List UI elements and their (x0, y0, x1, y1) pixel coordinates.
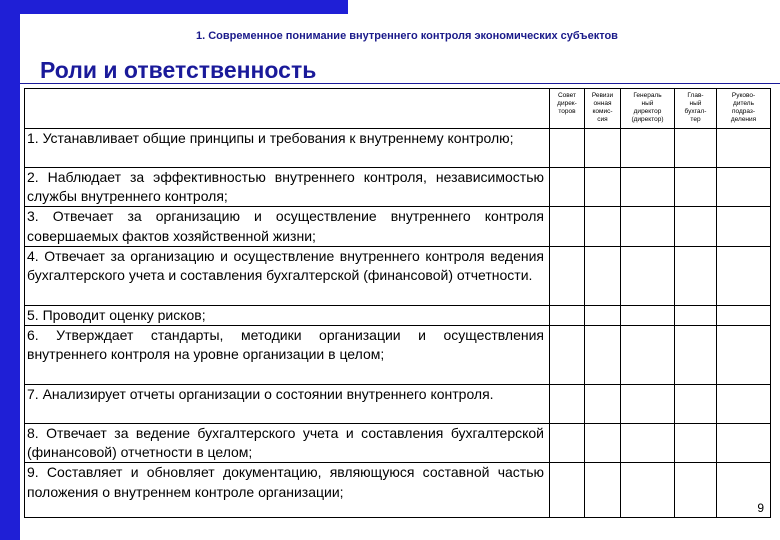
header-row (25, 89, 771, 129)
row-label: 6. Утверждает стандарты, методики организации и осуществления внутреннего контроля на уровне организации в целом; (25, 326, 550, 385)
table-row (25, 168, 771, 207)
table-cell (585, 305, 621, 325)
table-cell (675, 385, 717, 424)
table-cell (621, 463, 675, 518)
slide-title: Роли и ответственность (40, 57, 317, 83)
table-cell (550, 168, 585, 207)
table-row (25, 305, 771, 325)
table-cell (585, 424, 621, 463)
table-cell (550, 326, 585, 385)
table-cell (585, 168, 621, 207)
table-cell (675, 326, 717, 385)
table-cell (675, 305, 717, 325)
table-cell (621, 305, 675, 325)
table-cell (585, 326, 621, 385)
column-header-department-head: Руково- дитель подраз- деления (717, 89, 771, 129)
column-header-general-director: Генераль ный директор (директор) (621, 89, 675, 129)
table-cell (717, 246, 771, 305)
table-cell (621, 129, 675, 168)
table-cell (585, 463, 621, 518)
roles-table (24, 88, 771, 518)
table-cell (717, 168, 771, 207)
table-cell (675, 129, 717, 168)
row-label: 7. Анализирует отчеты организации о состоянии внутреннего контроля. (25, 385, 550, 424)
table-cell (621, 424, 675, 463)
row-label: 3. Отвечает за организацию и осуществление внутреннего контроля совершаемых фактов хозяйственной жизни; (25, 207, 550, 246)
table-cell (717, 305, 771, 325)
table-cell (621, 168, 675, 207)
table-cell (550, 385, 585, 424)
table-cell (621, 326, 675, 385)
table-cell (621, 246, 675, 305)
table-cell (717, 463, 771, 518)
table-cell (550, 207, 585, 246)
table-cell (585, 385, 621, 424)
table-cell (585, 129, 621, 168)
row-label: 8. Отвечает за ведение бухгалтерского учета и составления бухгалтерской (финансовой) отчетности в целом; (25, 424, 550, 463)
table-row (25, 207, 771, 246)
table-cell (621, 385, 675, 424)
table-cell (717, 326, 771, 385)
table-cell (675, 168, 717, 207)
table-row (25, 326, 771, 385)
row-label: 5. Проводит оценку рисков; (25, 305, 550, 325)
table-cell (550, 463, 585, 518)
table-row (25, 424, 771, 463)
row-label: 4. Отвечает за организацию и осуществление внутреннего контроля ведения бухгалтерского учета и составления бухгалтерской (финансовой) отчетности. (25, 246, 550, 305)
table-cell (675, 246, 717, 305)
slide-subtitle: 1. Современное понимание внутреннего контроля экономических субъектов (196, 30, 618, 42)
table-cell (621, 207, 675, 246)
table-row (25, 246, 771, 305)
table-cell (675, 463, 717, 518)
title-divider (20, 83, 780, 84)
table-cell (550, 246, 585, 305)
table-cell (717, 385, 771, 424)
table-cell (675, 207, 717, 246)
table-cell (550, 305, 585, 325)
row-label: 1. Устанавливает общие принципы и требования к внутреннему контролю; (25, 129, 550, 168)
table-row (25, 463, 771, 518)
table-row (25, 385, 771, 424)
top-accent-band (0, 0, 348, 14)
header-corner-cell (25, 89, 550, 129)
table-cell (717, 129, 771, 168)
table-cell (585, 207, 621, 246)
table-cell (550, 424, 585, 463)
table-cell (585, 246, 621, 305)
table-cell (717, 424, 771, 463)
table-cell (717, 207, 771, 246)
column-header-chief-accountant: Глав- ный бухгал- тер (675, 89, 717, 129)
table-cell (675, 424, 717, 463)
left-accent-band (0, 0, 20, 540)
table-row (25, 129, 771, 168)
table-cell (550, 129, 585, 168)
page-number: 9 (757, 501, 764, 516)
column-header-board: Совет дирек- торов (550, 89, 585, 129)
row-label: 9. Составляет и обновляет документацию, являющуюся составной частью положения о внутреннем контроле организации; (25, 463, 550, 518)
row-label: 2. Наблюдает за эффективностью внутреннего контроля, независимостью службы внутреннего контроля; (25, 168, 550, 207)
column-header-audit-commission: Ревизи онная комис- сия (585, 89, 621, 129)
